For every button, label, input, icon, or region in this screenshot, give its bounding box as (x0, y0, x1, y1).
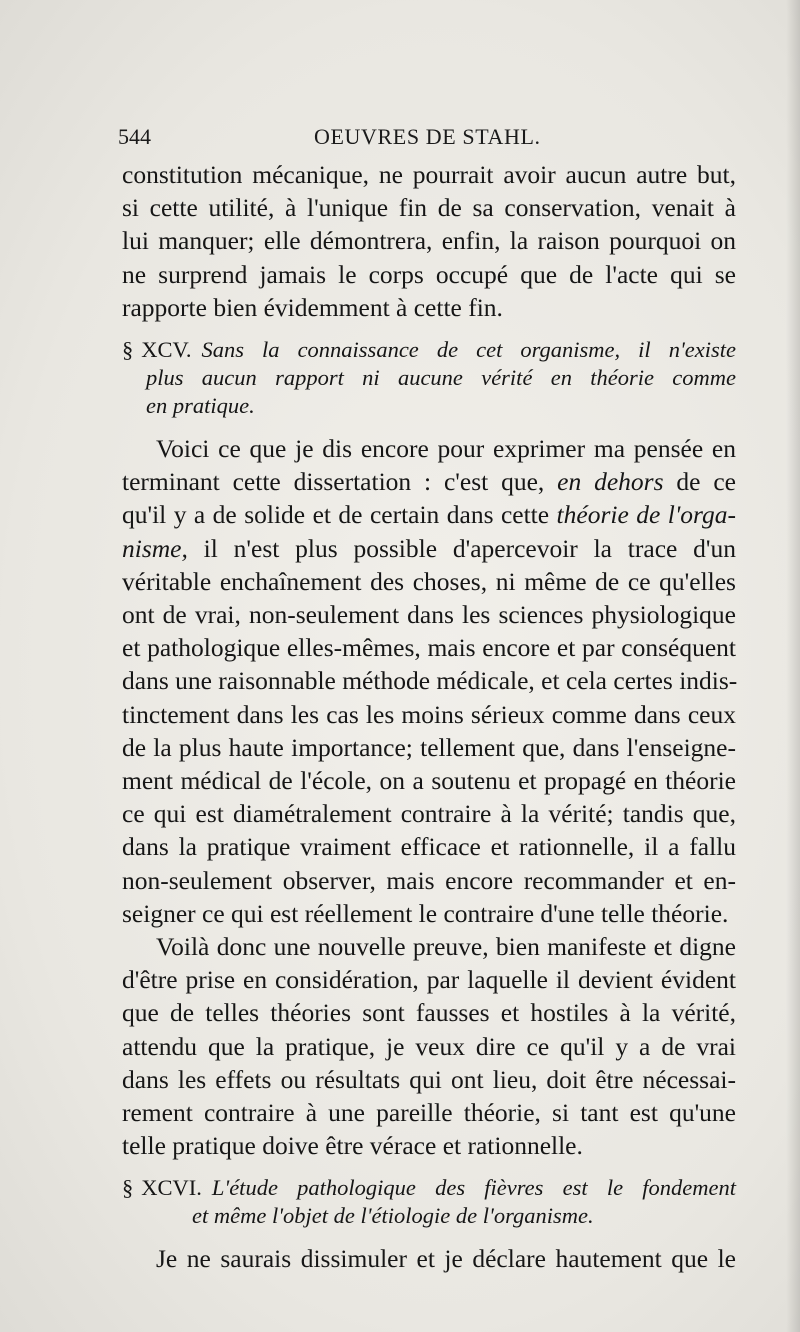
text-line: dans les effets ou résultats qui ont lieu, doit être nécessai- (122, 1064, 736, 1094)
text-line: non-seulement observer, mais encore recommander et en- (122, 865, 736, 895)
section-title-line (122, 336, 736, 364)
text-run: qu'il y a de solide et de certain dans cette (122, 500, 557, 530)
text-line (122, 532, 736, 565)
text-run: il n'est plus possible d'apercevoir la trace d'un (187, 533, 736, 563)
paragraph-2 (122, 432, 736, 930)
text-line: d'être prise en considération, par laquelle il devient évident (122, 965, 736, 995)
text-line: telle pratique doive être vérace et rationnelle. (122, 1131, 583, 1161)
running-header (118, 118, 738, 152)
text-line: rapporte bien évidemment à cette fin. (122, 292, 503, 322)
section-heading-xcvi (122, 1174, 736, 1230)
text-line: attendu que la pratique, je veux dire ce qu'il y a de vrai (122, 1031, 736, 1061)
text-line: de la plus haute importance; tellement que, dans l'enseigne- (122, 732, 736, 762)
italic-run: nisme, (122, 533, 188, 563)
section-title-text: L'étude pathologique des fièvres est le fondement (211, 1175, 736, 1201)
text-line: ce qui est diamétralement contraire à la vérité; tandis que, (122, 799, 736, 829)
italic-run: en dehors (557, 467, 664, 497)
section-title-text: Sans la connaissance de cet organisme, il n'existe (201, 337, 736, 363)
text-line: Je ne saurais dissimuler et je déclare hautement que le (156, 1244, 736, 1274)
section-mark: § (122, 1175, 134, 1201)
text-line: dans la pratique vraiment efficace et rationnelle, il a fallu (122, 832, 736, 862)
section-title-line: plus aucun rapport ni aucune vérité en théorie comme (146, 365, 736, 391)
text-run: terminant cette dissertation : c'est que, (122, 467, 558, 497)
page-edge-shadow (786, 0, 800, 1332)
text-line (122, 465, 736, 498)
text-line: tinctement dans les cas les moins sérieux comme dans ceux (122, 699, 736, 729)
section-number: XCV. (141, 337, 192, 363)
text-line: rement contraire à une pareille théorie, si tant est qu'une (122, 1098, 736, 1128)
paragraph-1 (122, 158, 736, 324)
text-line: véritable enchaînement des choses, ni même de ce qu'elles (122, 566, 736, 596)
text-line: lui manquer; elle démontrera, enfin, la raison pourquoi on (122, 226, 736, 256)
text-line: Voici ce que je dis encore pour exprimer ma pensée en (156, 434, 736, 464)
running-title: OEUVRES DE STAHL. (314, 124, 541, 149)
text-line: ne surprend jamais le corps occupé que de l'acte qui se (122, 259, 736, 289)
section-heading-xcv (122, 336, 736, 420)
body-text (122, 158, 736, 1276)
text-line: ont de vrai, non-seulement dans les sciences physiologique (122, 600, 736, 630)
text-line: Voilà donc une nouvelle preuve, bien manifeste et digne (156, 932, 736, 962)
section-number: XCVI. (141, 1175, 202, 1201)
text-run: de ce (663, 467, 736, 497)
text-line: et pathologique elles-mêmes, mais encore et par conséquent (122, 633, 736, 663)
text-line (122, 498, 736, 531)
text-line: ment médical de l'école, on a soutenu et propagé en théorie (122, 766, 736, 796)
text-line: si cette utilité, à l'unique fin de sa conservation, venait à (122, 193, 736, 223)
section-title-line: en pratique. (146, 393, 255, 419)
paragraph-4 (122, 1242, 736, 1275)
section-mark: § (122, 337, 134, 363)
section-title-line (122, 1174, 736, 1202)
text-line: dans une raisonnable méthode médicale, et cela certes indis- (122, 666, 738, 696)
text-line: que de telles théories sont fausses et hostiles à la vérité, (122, 998, 736, 1028)
page-number: 544 (118, 124, 151, 149)
italic-run: théorie de l'orga- (556, 500, 737, 530)
paragraph-3 (122, 930, 736, 1162)
section-title-line: et même l'objet de l'étiologie de l'organisme. (192, 1203, 594, 1229)
text-line: constitution mécanique, ne pourrait avoir aucun autre but, (122, 160, 736, 189)
text-line: seigner ce qui est réellement le contraire d'une telle théorie. (122, 898, 729, 928)
